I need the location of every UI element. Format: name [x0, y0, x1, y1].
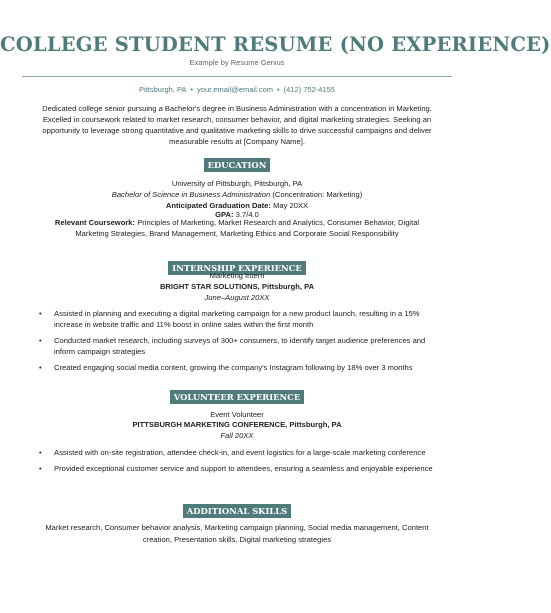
internship-dates: June–August 20XX — [204, 293, 270, 302]
coursework-label: Relevant Coursework: — [54, 218, 136, 227]
list-item — [37, 447, 447, 458]
list-item — [37, 308, 447, 330]
bullet-icon: • — [39, 336, 42, 345]
volunteer-heading-label: VOLUNTEER EXPERIENCE — [170, 390, 304, 404]
volunteer-org: PITTSBURGH MARKETING CONFERENCE, Pittsburgh, PA — [132, 420, 342, 429]
resume-title: COLLEGE STUDENT RESUME (NO EXPERIENCE) — [0, 33, 551, 56]
volunteer-role: Event Volunteer — [210, 410, 264, 419]
coursework-value: Principles of Marketing, Market Research and Analytics, Consumer Behavior, Digital Marketing Strategies, Brand Management, Marketing Ethics and Corporate Social Responsibility — [75, 218, 420, 238]
skills-text: Market research, Consumer behavior analysis, Marketing campaign planning, Social media management, Content creation, Presentation skills, Digital marketing strategies — [45, 523, 429, 544]
internship-company: BRIGHT STAR SOLUTIONS, Pittsburgh, PA — [159, 282, 315, 291]
education-coursework — [40, 217, 434, 239]
bullet-text: Assisted in planning and executing a digital marketing campaign for a new product launch, resulting in a 15% increase in website traffic and 11% boost in online sales within the first month — [54, 309, 420, 329]
bullet-text: Assisted with on-site registration, attendee check-in, and event logistics for a large-scale marketing conference — [54, 448, 426, 457]
contact-separator: • — [190, 85, 194, 94]
list-item — [37, 463, 447, 474]
skills-heading — [0, 501, 474, 519]
gpa-label: GPA: — [215, 210, 234, 219]
education-degree: Bachelor of Science in Business Administration — [111, 190, 271, 199]
bullet-icon: • — [39, 363, 42, 372]
list-item — [37, 362, 447, 373]
education-heading-label: EDUCATION — [204, 158, 271, 172]
volunteer-bullets — [37, 447, 447, 479]
list-item — [37, 335, 447, 357]
resume-subtitle: Example by Resume Genius — [189, 58, 285, 67]
contact-location: Pittsburgh, PA — [139, 85, 187, 94]
contact-phone: (412) 752-4155 — [283, 85, 335, 94]
education-school: University of Pittsburgh, Pittsburgh, PA — [171, 179, 303, 188]
professional-summary: Dedicated college senior pursuing a Bachelor's degree in Business Administration with a concentration in Marketing. Excelled in coursework related to market research, consumer behavior, and digital marketing strategies. Seeking an opportunity to leverage strong quantitative and qualitative marketing skills to drive successful campaigns and deliver measurable results at [Company Name]. — [42, 104, 432, 146]
contact-separator: • — [277, 85, 280, 94]
education-heading — [0, 155, 474, 173]
bullet-icon: • — [39, 448, 42, 457]
bullet-icon: • — [39, 464, 42, 473]
volunteer-heading — [0, 387, 474, 405]
bullet-text: Created engaging social media content, growing the company's Instagram following by 18% over 3 months — [54, 363, 413, 372]
internship-heading-label: INTERNSHIP EXPERIENCE — [168, 261, 305, 275]
bullet-text: Conducted market research, including surveys of 300+ consumers, to identify target audience preferences and inform campaign strategies — [54, 336, 426, 356]
graduation-value: May 20XX — [273, 201, 309, 210]
volunteer-dates: Fall 20XX — [220, 431, 254, 440]
internship-bullets — [37, 308, 447, 378]
contact-email[interactable]: your.email@email.com — [197, 85, 274, 94]
gpa-value: 3.7/4.0 — [235, 210, 259, 219]
graduation-label: Anticipated Graduation Date: — [165, 201, 271, 210]
bullet-icon: • — [39, 309, 42, 318]
skills-heading-label: ADDITIONAL SKILLS — [183, 504, 291, 518]
bullet-text: Provided exceptional customer service and support to attendees, ensuring a seamless and enjoyable experience — [54, 464, 433, 473]
education-degree-line — [0, 189, 474, 200]
contact-line — [0, 85, 474, 94]
header-divider — [22, 76, 452, 77]
education-concentration: (Concentration: Marketing) — [272, 190, 363, 199]
internship-role: Marketing Intern — [209, 271, 265, 280]
